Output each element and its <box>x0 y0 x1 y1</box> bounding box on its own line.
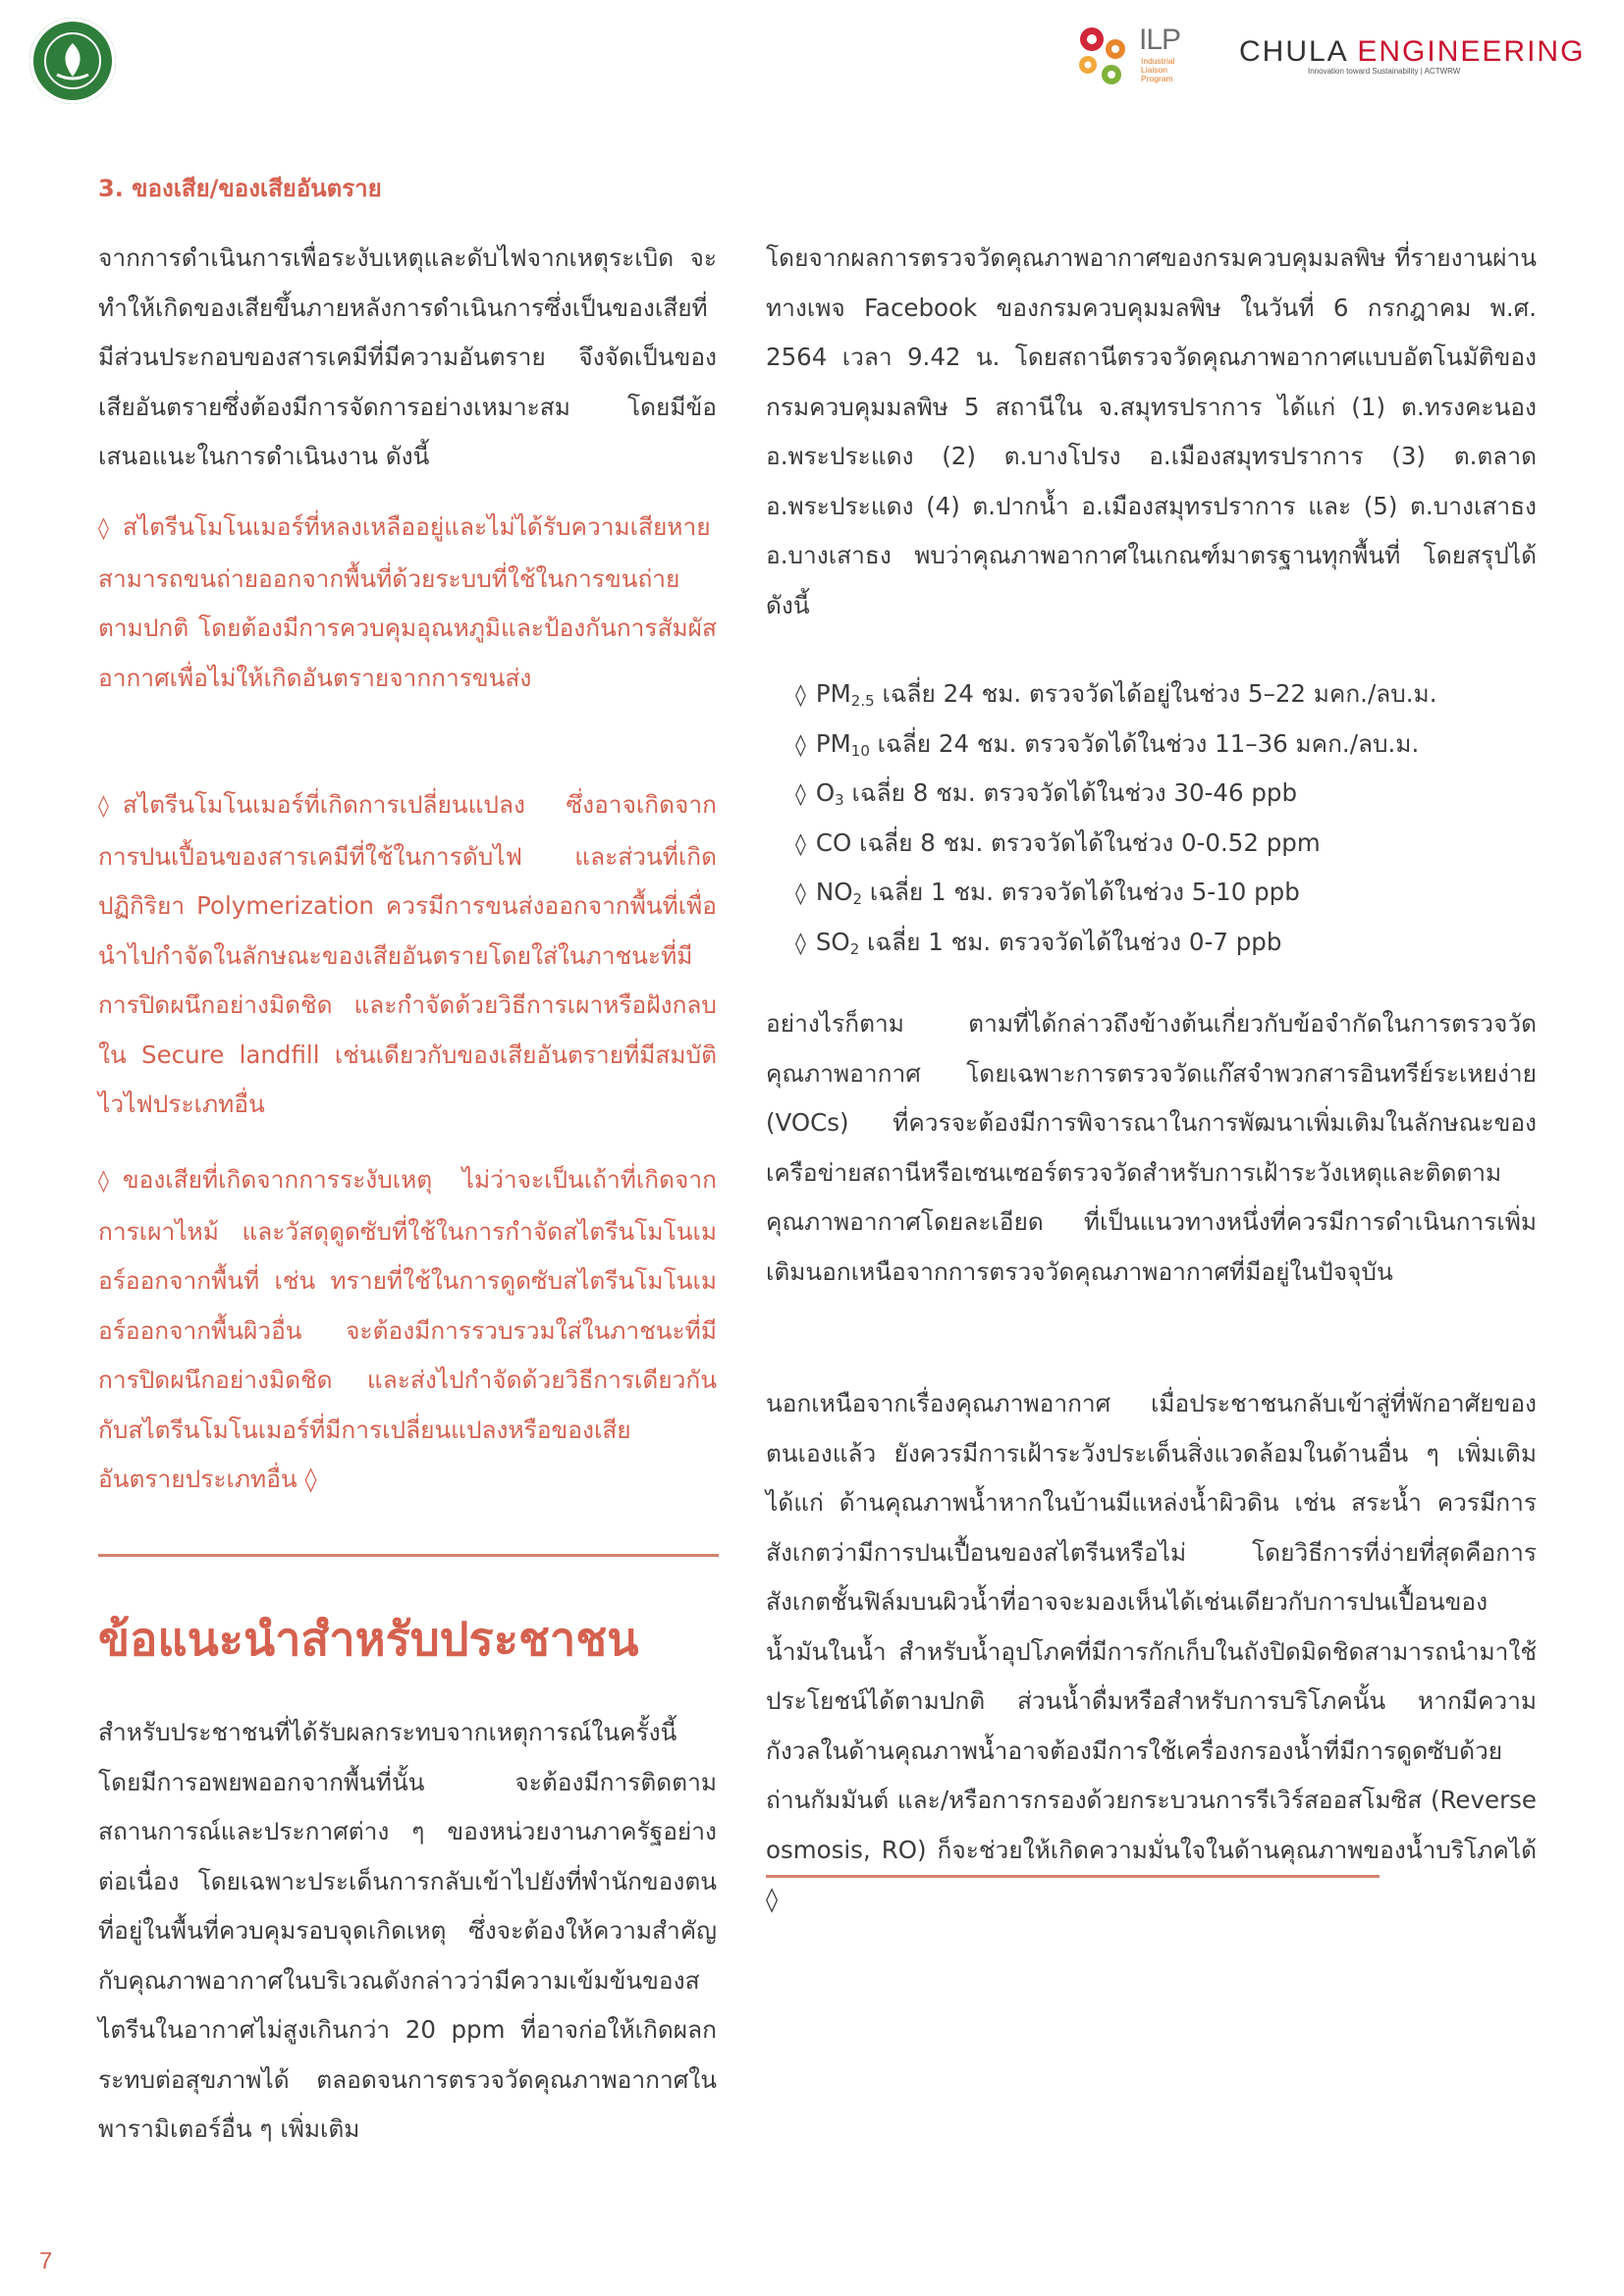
diamond-bullet-icon: ◊ <box>795 881 806 906</box>
measurement-list <box>795 669 1542 967</box>
waste-bullet-1-text: สไตรีนโมโนเมอร์ที่หลงเหลืออยู่และไม่ได้รับความเสียหาย สามารถขนถ่ายออกจากพื้นที่ด้วยระบบที่ใช้ในการขนถ่ายตามปกติ โดยต้องมีการควบคุมอุณหภูมิและป้องกันการสัมผัสอากาศเพื่อไม่ให้เกิดอันตรายจากการขนส่ง <box>98 512 717 692</box>
diamond-bullet-icon: ◊ <box>795 931 806 956</box>
section-title: 3. ของเสีย/ของเสียอันตราย <box>98 175 382 202</box>
measurement-item: ◊ CO เฉลี่ย 8 ชม. ตรวจวัดได้ในช่วง 0-0.52 ppm <box>795 828 1321 857</box>
ilp-wordmark: ILP <box>1139 24 1181 56</box>
public-advice-paragraph: สำหรับประชาชนที่ได้รับผลกระทบจากเหตุการณ์ในครั้งนี้โดยมีการอพยพออกจากพื้นที่นั้น จะต้องมีการติดตามสถานการณ์และประกาศต่าง ๆ ของหน่วยงานภาครัฐอย่างต่อเนื่อง โดยเฉพาะประเด็นการกลับเข้าไปยังที่พำนักของตนที่อยู่ในพื้นที่ควบคุมรอบจุดเกิดเหตุ ซึ่งจะต้องให้ความสำคัญกับคุณภาพอากาศในบริเวณดังกล่าวว่ามีความเข้มข้นของสไตรีนในอากาศไม่สูงเกินกว่า 20 ppm ที่อาจก่อให้เกิดผลกระทบต่อสุขภาพได้ ตลอดจนการตรวจวัดคุณภาพอากาศในพารามิเตอร์อื่น ๆ เพิ่มเติม <box>98 1718 717 2143</box>
air-quality-intro-paragraph: โดยจากผลการตรวจวัดคุณภาพอากาศของกรมควบคุมมลพิษ ที่รายงานผ่านทางเพจ Facebook ของกรมควบคุมมลพิษ ในวันที่ 6 กรกฎาคม พ.ศ. 2564 เวลา 9.42 น. โดยสถานีตรวจวัดคุณภาพอากาศแบบอัตโนมัติของกรมควบคุมมลพิษ 5 สถานีใน จ.สมุทรปราการ ได้แก่ (1) ต.ทรงคะนอง อ.พระประแดง (2) ต.บางโปรง อ.เมืองสมุทรปราการ (3) ต.ตลาด อ.พระประแดง (4) ต.ปากน้ำ อ.เมืองสมุทรปราการ และ (5) ต.บางเสาธง อ.บางเสาธง พบว่าคุณภาพอากาศในเกณฑ์มาตรฐานทุกพื้นที่ โดยสรุปได้ดังนี้ <box>766 243 1537 619</box>
chula-wordmark-b: ENGINEERING <box>1357 35 1586 68</box>
ilp-logo <box>1072 22 1210 94</box>
page-number: 7 <box>39 2248 53 2274</box>
diamond-bullet-icon: ◊ <box>795 782 806 807</box>
chula-engineering-logo <box>1239 35 1593 76</box>
chula-wordmark <box>1239 35 1593 69</box>
measurement-item: ◊ $NO_2$ เฉลี่ย 1 ชม. ตรวจวัดได้ในช่วง 5-10 ppb <box>795 878 1300 908</box>
chula-wordmark-a: CHULA <box>1239 35 1358 68</box>
chula-tagline: Innovation toward Sustainability | ACTWRW <box>1308 67 1461 76</box>
diamond-bullet-icon: ◊ <box>795 732 806 758</box>
diamond-bullet-icon: ◊ <box>98 1169 109 1194</box>
water-quality-paragraph: นอกเหนือจากเรื่องคุณภาพอากาศ เมื่อประชาชนกลับเข้าสู่ที่พักอาศัยของตนเองแล้ว ยังควรมีการเฝ้าระวังประเด็นสิ่งแวดล้อมในด้านอื่น ๆ เพิ่มเติม ได้แก่ ด้านคุณภาพน้ำหากในบ้านมีแหล่งน้ำผิวดิน เช่น สระน้ำ ควรมีการสังเกตว่ามีการปนเปื้อนของสไตรีนหรือไม่ โดยวิธีการที่ง่ายที่สุดคือการสังเกตชั้นฟิล์มบนผิวน้ำที่อาจจะมองเห็นได้เช่นเดียวกับการปนเปื้อนของน้ำมันในน้ำ สำหรับน้ำอุปโภคที่มีการกักเก็บในถังปิดมิดชิดสามารถนำมาใช้ประโยชน์ได้ตามปกติ ส่วนน้ำดื่มหรือสำหรับการบริโภคนั้น หากมีความกังวลในด้านคุณภาพน้ำอาจต้องมีการใช้เครื่องกรองน้ำที่มีการดูดซับด้วยถ่านกัมมันต์ และ/หรือการกรองด้วยกระบวนการรีเวิร์สออสโมซิส (Reverse osmosis, RO) ก็จะช่วยให้เกิดความมั่นใจในด้านคุณภาพของน้ำบริโภคได้ ◊ <box>766 1389 1537 1913</box>
waste-bullet-3 <box>98 1155 717 1505</box>
diamond-bullet-icon: ◊ <box>795 831 806 857</box>
section-divider-left <box>98 1554 719 1557</box>
diamond-bullet-icon: ◊ <box>795 683 806 708</box>
vocs-monitoring-paragraph: อย่างไรก็ตาม ตามที่ได้กล่าวถึงข้างต้นเกี่ยวกับข้อจำกัดในการตรวจวัดคุณภาพอากาศ โดยเฉพาะการตรวจวัดแก๊สจำพวกสารอินทรีย์ระเหยง่าย (VOCs) ที่ควรจะต้องมีการพิจารณาในการพัฒนาเพิ่มเติมในลักษณะของเครือข่ายสถานีหรือเซนเซอร์ตรวจวัดสำหรับการเฝ้าระวังเหตุและติดตามคุณภาพอากาศโดยละเอียด ที่เป็นแนวทางหนึ่งที่ควรมีการดำเนินการเพิ่มเติมนอกเหนือจากการตรวจวัดคุณภาพอากาศที่มีอยู่ในปัจจุบัน <box>766 1009 1537 1286</box>
section-divider-right <box>766 1875 1380 1878</box>
measurement-item: ◊ $PM_{10}$ เฉลี่ย 24 ชม. ตรวจวัดได้ในช่วง 11–36 มคก./ลบ.ม. <box>795 728 1420 760</box>
ministry-seal-logo <box>29 18 116 104</box>
waste-bullet-3-text: ของเสียที่เกิดจากการระงับเหตุ ไม่ว่าจะเป็นเถ้าที่เกิดจากการเผาไหม้ และวัสดุดูดซับที่ใช้ในการกำจัดสไตรีนโมโนเมอร์ออกจากพื้นที่ เช่น ทรายที่ใช้ในการดูดซับสไตรีนโมโนเมอร์ออกจากพื้นผิวอื่น จะต้องมีการรวบรวมใส่ในภาชนะที่มีการปิดผนึกอย่างมิดชิด และส่งไปกำจัดด้วยวิธีการเดียวกันกับสไตรีนโมโนเมอร์ที่มีการเปลี่ยนแปลงหรือของเสียอันตรายประเภทอื่น ◊ <box>98 1165 717 1493</box>
waste-intro-paragraph: จากการดำเนินการเพื่อระงับเหตุและดับไฟจากเหตุระเบิด จะทำให้เกิดของเสียขึ้นภายหลังการดำเนินการซึ่งเป็นของเสียที่มีส่วนประกอบของสารเคมีที่มีความอันตราย จึงจัดเป็นของเสียอันตรายซึ่งต้องมีการจัดการอย่างเหมาะสม โดยมีข้อเสนอแนะในการดำเนินงาน ดังนี้ <box>98 243 717 470</box>
waste-bullet-1 <box>98 503 717 703</box>
diamond-bullet-icon: ◊ <box>98 516 109 541</box>
measurement-item: ◊ $O_3$ เฉลี่ย 8 ชม. ตรวจวัดได้ในช่วง 30-46 ppb <box>795 778 1298 809</box>
diamond-bullet-icon: ◊ <box>98 794 109 819</box>
gear-cluster-icon <box>1072 22 1135 90</box>
public-advice-heading: ข้อแนะนำสำหรับประชาชน <box>98 1613 639 1667</box>
measurement-item: ◊ $SO_2$ เฉลี่ย 1 ชม. ตรวจวัดได้ในช่วง 0-7 ppb <box>795 927 1282 958</box>
waste-bullet-2-text: สไตรีนโมโนเมอร์ที่เกิดการเปลี่ยนแปลง ซึ่งอาจเกิดจากการปนเปื้อนของสารเคมีที่ใช้ในการดับไฟ และส่วนที่เกิดปฏิกิริยา Polymerization ควรมีการขนส่งออกจากพื้นที่เพื่อนำไปกำจัดในลักษณะของเสียอันตรายโดยใส่ในภาชนะที่มีการปิดผนึกอย่างมิดชิด และกำจัดด้วยวิธีการเผาหรือฝังกลบใน Secure landfill เช่นเดียวกับของเสียอันตรายที่มีสมบัติไวไฟประเภทอื่น <box>98 790 717 1118</box>
measurement-item: ◊ $PM_{2.5}$ เฉลี่ย 24 ชม. ตรวจวัดได้อยู่ในช่วง 5–22 มคก./ลบ.ม. <box>795 679 1437 710</box>
ilp-subtitle: Industrial Liaison Program <box>1141 56 1175 83</box>
waste-bullet-2 <box>98 780 717 1130</box>
